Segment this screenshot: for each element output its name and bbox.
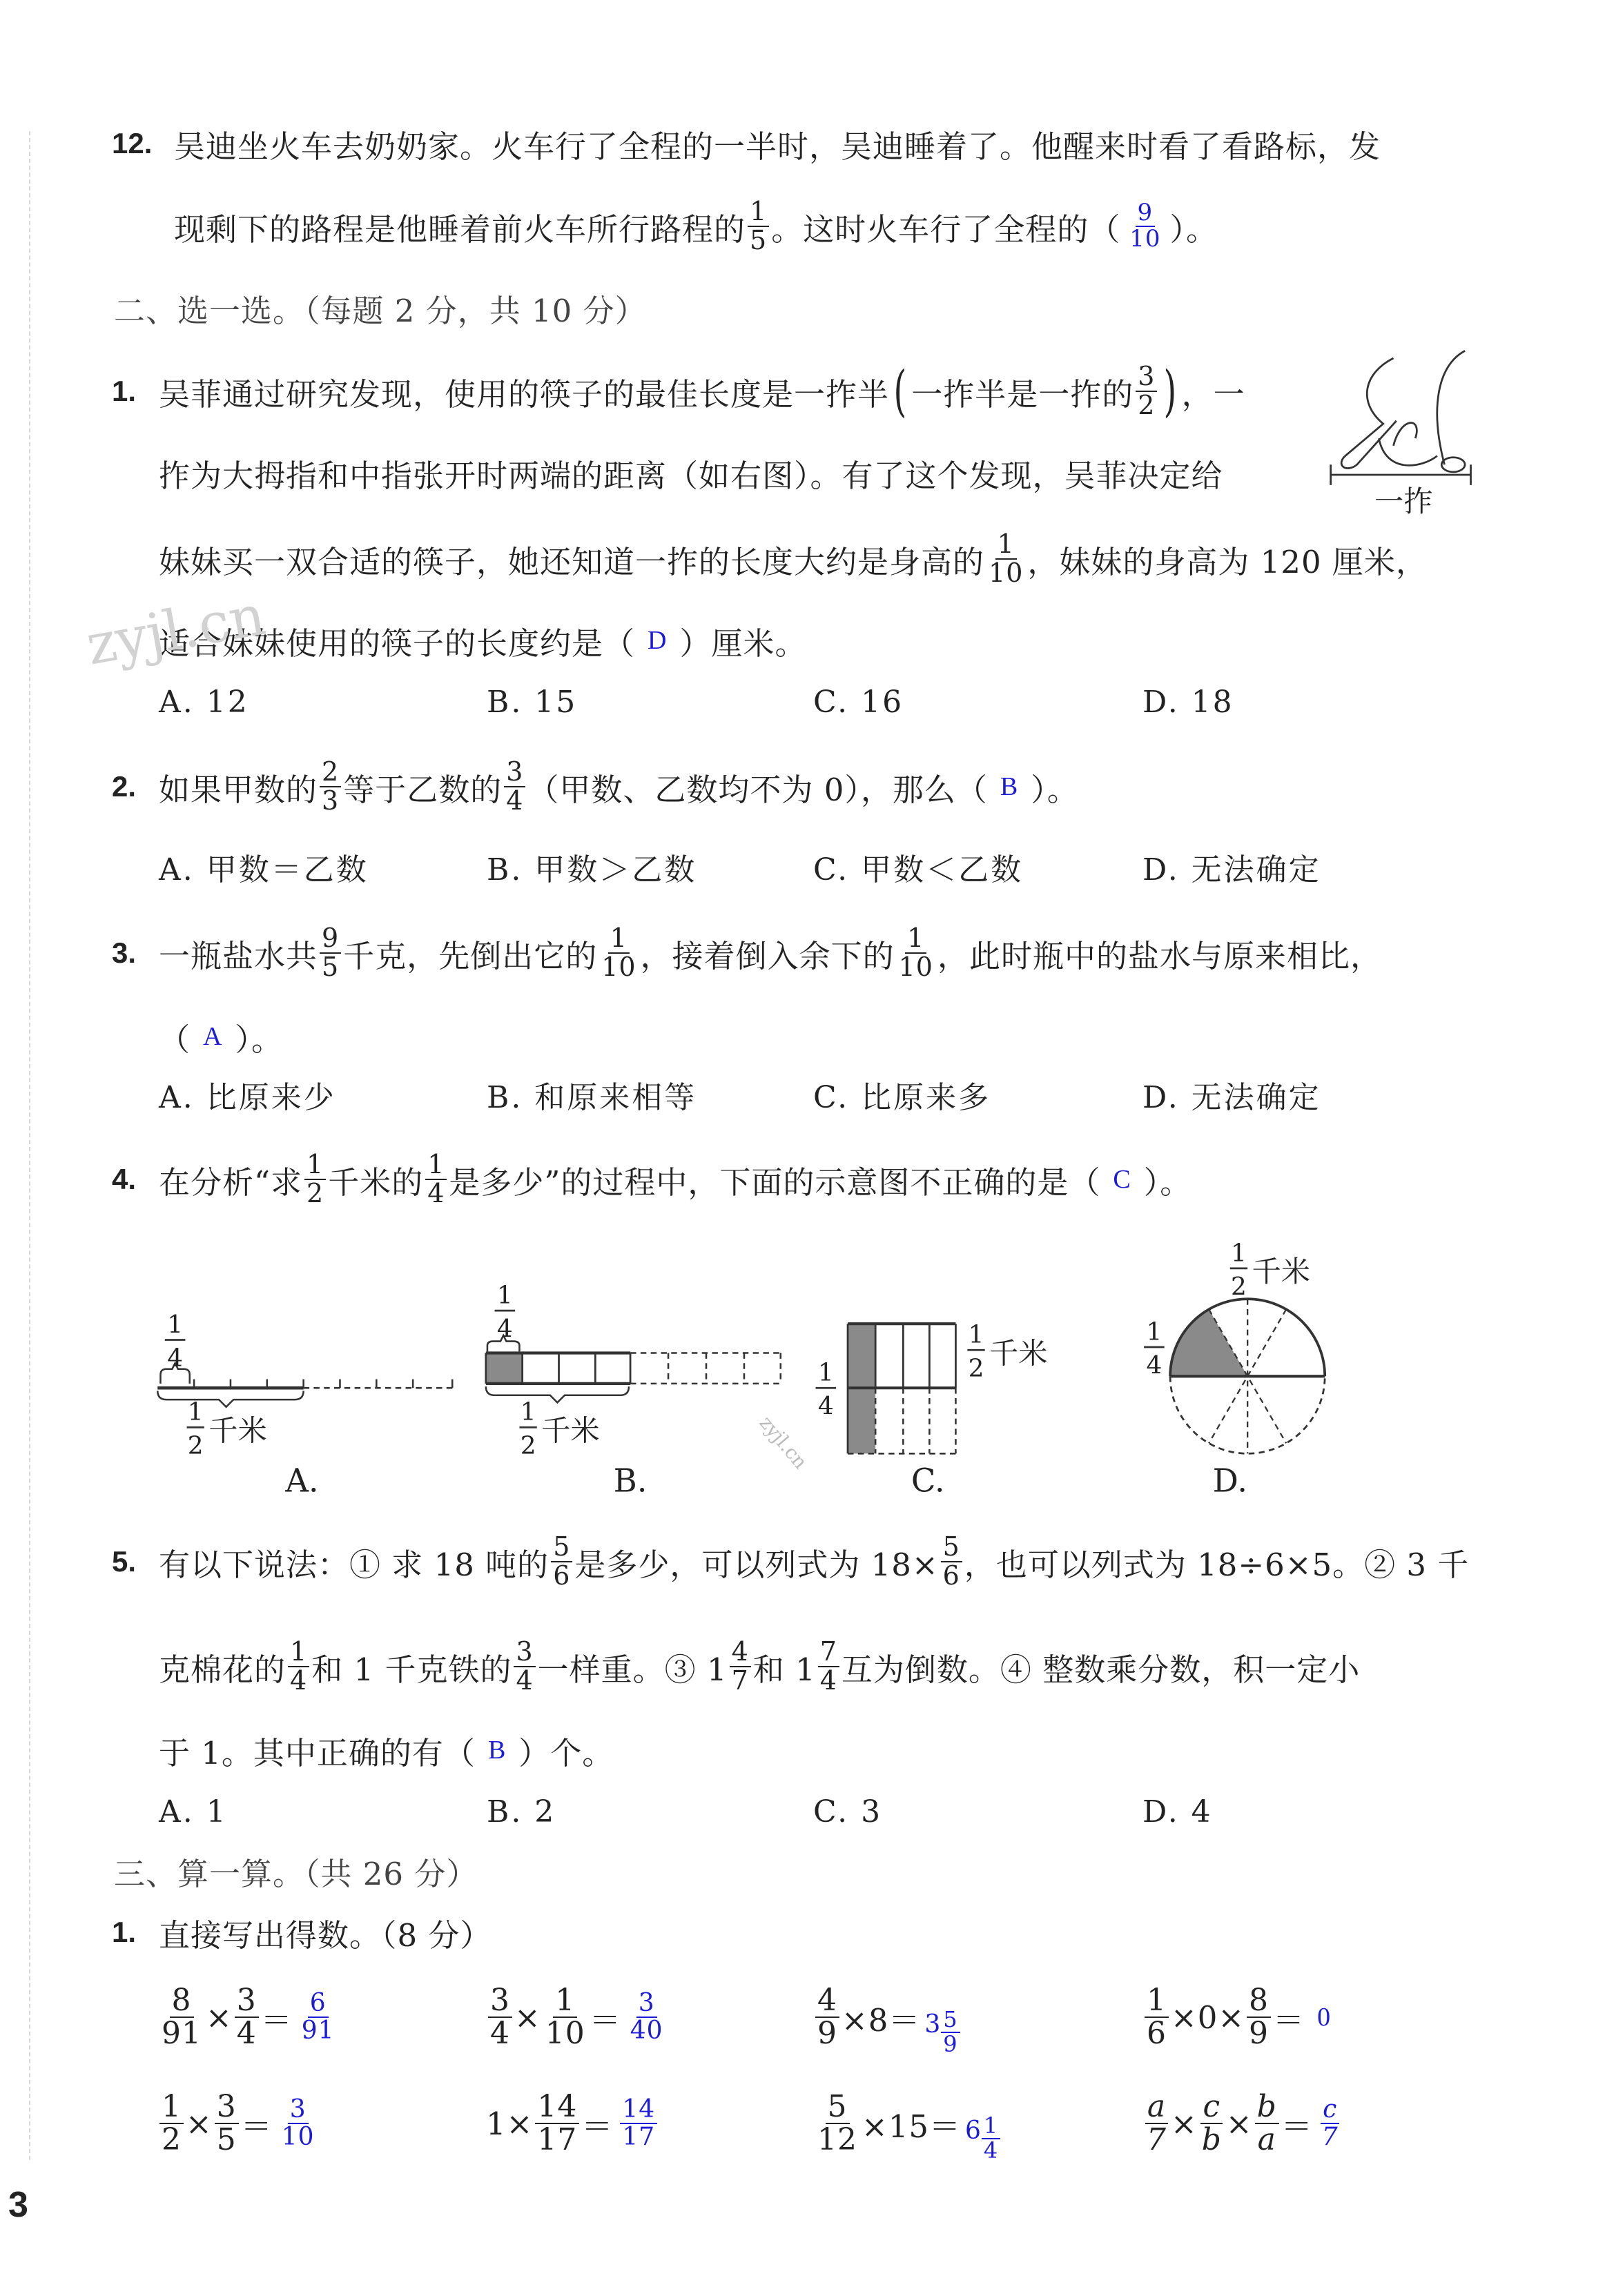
fraction-numerator: c bbox=[1321, 2097, 1339, 2124]
diagram-b bbox=[486, 1335, 781, 1402]
fraction-denominator: 9 bbox=[943, 2031, 958, 2057]
fraction-denominator: 2 bbox=[1231, 1272, 1247, 1301]
fraction-numerator: 1 bbox=[159, 2091, 184, 2124]
fraction-numerator: 1 bbox=[817, 1358, 834, 1387]
question-number: 5. bbox=[112, 1545, 137, 1578]
fraction-denominator: 7 bbox=[1321, 2123, 1339, 2151]
fraction-numerator: 1 bbox=[167, 1310, 184, 1339]
option-d: D. 18 bbox=[1142, 684, 1234, 720]
dashed-part bbox=[630, 1353, 781, 1383]
question-number: 4. bbox=[112, 1163, 137, 1195]
text-segment: 千米的 bbox=[328, 1164, 424, 1201]
text-segment: ）。 bbox=[1143, 1164, 1192, 1201]
fraction-numerator: 3 bbox=[504, 758, 525, 787]
unit-label: 千米 bbox=[1252, 1254, 1311, 1288]
text-segment: 在分析“求 bbox=[159, 1164, 303, 1201]
text-segment: ，也可以列式为 18÷6×5。② 3 千 bbox=[964, 1546, 1470, 1583]
fraction-numerator: 3 bbox=[235, 1985, 259, 2018]
fraction-numerator: 1 bbox=[520, 1397, 536, 1426]
unit-label: 千米 bbox=[208, 1413, 267, 1448]
unit-label: 千米 bbox=[989, 1336, 1048, 1371]
fraction-numerator: b bbox=[1255, 2091, 1279, 2124]
fraction-numerator: 3 bbox=[288, 2097, 309, 2124]
section-3-title: 三、算一算。（共 26 分） bbox=[114, 1855, 478, 1892]
fraction-denominator: 17 bbox=[622, 2123, 656, 2151]
fraction-denominator: 3 bbox=[322, 785, 340, 816]
fraction-numerator: 5 bbox=[551, 1533, 572, 1562]
text-segment: ＝ bbox=[1273, 2001, 1305, 2039]
fraction-numerator: 6 bbox=[308, 1990, 329, 2018]
fraction-numerator: 3 bbox=[1136, 363, 1157, 392]
text-segment: ）厘米。 bbox=[679, 625, 807, 662]
text-segment: 1× bbox=[486, 2105, 534, 2142]
fraction-denominator: 7 bbox=[731, 1665, 749, 1696]
fraction-numerator: 3 bbox=[215, 2091, 239, 2124]
fraction-denominator: 10 bbox=[281, 2123, 315, 2151]
fraction-denominator: 2 bbox=[520, 1431, 536, 1460]
option-c: C. 3 bbox=[813, 1794, 883, 1829]
fraction-numerator: 1 bbox=[187, 1397, 204, 1426]
text-segment: （ bbox=[159, 1021, 191, 1058]
fraction-numerator: 9 bbox=[320, 925, 341, 954]
watermark: zyjl.cn bbox=[81, 582, 270, 678]
thumb-tip bbox=[1441, 458, 1465, 472]
fraction-denominator: 10 bbox=[601, 952, 636, 982]
diagram-c bbox=[848, 1324, 955, 1453]
answer-text: C bbox=[1113, 1165, 1131, 1194]
text-segment: 如果甲数的 bbox=[159, 771, 318, 808]
fraction-denominator: 4 bbox=[167, 1344, 184, 1373]
text-segment: ，此时瓶中的盐水与原来相比， bbox=[937, 937, 1382, 974]
fraction-numerator: 2 bbox=[320, 758, 341, 787]
option-d: D. 4 bbox=[1142, 1794, 1213, 1829]
watermark: zyjl.cn bbox=[755, 1412, 811, 1473]
fraction-denominator: 4 bbox=[496, 1315, 513, 1344]
fraction-numerator: 5 bbox=[941, 1533, 962, 1562]
answer-text: B bbox=[487, 1736, 507, 1765]
calc-title: 直接写出得数。（8 分） bbox=[159, 1916, 492, 1954]
mixed-whole: 6 bbox=[964, 2116, 982, 2145]
fraction-denominator: 5 bbox=[750, 225, 768, 255]
fraction-denominator: 4 bbox=[290, 1665, 308, 1696]
text-segment: × bbox=[206, 1999, 233, 2036]
text-segment: ）。 bbox=[1031, 771, 1079, 808]
section-2-title: 二、选一选。（每题 2 分，共 10 分） bbox=[114, 292, 647, 329]
fraction-denominator: b bbox=[1201, 2122, 1222, 2157]
fraction-denominator: 10 bbox=[545, 2016, 585, 2051]
fraction-denominator: 4 bbox=[817, 1392, 834, 1421]
diagram-label-d: D. bbox=[1212, 1462, 1247, 1500]
fraction-denominator: 91 bbox=[301, 2017, 335, 2045]
text-segment: ，妹妹的身高为 120 厘米， bbox=[1027, 543, 1428, 580]
large-parenthesis: ( bbox=[893, 359, 907, 423]
option-c: C. 16 bbox=[813, 684, 904, 720]
fraction-denominator: 9 bbox=[1249, 2016, 1270, 2051]
fraction-denominator: 7 bbox=[1147, 2122, 1167, 2157]
text-segment: 一拃半是一拃的 bbox=[911, 375, 1134, 413]
question-number: 3. bbox=[112, 936, 137, 969]
fraction-denominator: 5 bbox=[216, 2122, 237, 2157]
option-b: B. 和原来相等 bbox=[487, 1080, 697, 1115]
fraction-denominator: 4 bbox=[506, 785, 524, 816]
fraction-denominator: 4 bbox=[516, 1665, 534, 1696]
text-segment: 是多少，可以列式为 18× bbox=[574, 1546, 939, 1583]
text-segment: 。这时火车行了全程的（ bbox=[771, 210, 1121, 248]
option-c: C. 甲数＜乙数 bbox=[813, 852, 1024, 887]
fraction-numerator: 1 bbox=[553, 1985, 577, 2018]
text-segment: 适合妹妹使用的筷子的长度约是（ bbox=[159, 625, 636, 662]
text-segment: × bbox=[186, 2105, 213, 2142]
fraction-denominator: 2 bbox=[187, 1431, 204, 1460]
text-segment: 妹妹买一双合适的筷子，她还知道一拃的长度大约是身高的 bbox=[159, 543, 985, 580]
text-segment: ＝ bbox=[1281, 2108, 1313, 2145]
text-segment: ＝ bbox=[589, 2001, 621, 2039]
text-segment: ＝ bbox=[581, 2108, 614, 2145]
text-segment: 互为倒数。④ 整数乘分数，积一定小 bbox=[841, 1651, 1361, 1688]
text-segment: 吴迪坐火车去奶奶家。火车行了全程的一半时，吴迪睡着了。他醒来时看了看路标，发 bbox=[174, 128, 1381, 165]
diagram-label-b: B. bbox=[613, 1462, 648, 1500]
text-segment: ＝ bbox=[260, 2001, 293, 2039]
option-b: B. 15 bbox=[487, 684, 578, 720]
fraction-numerator: 1 bbox=[496, 1281, 513, 1310]
text-segment: ）个。 bbox=[518, 1734, 614, 1772]
fraction-numerator: 1 bbox=[1145, 1985, 1169, 2018]
fraction-numerator: 14 bbox=[535, 2091, 579, 2124]
text-segment: 和 1 bbox=[752, 1651, 816, 1688]
fraction-numerator: 1 bbox=[995, 531, 1017, 560]
option-a: A. 1 bbox=[159, 1794, 228, 1829]
fraction-denominator: 9 bbox=[817, 2016, 837, 2051]
text-segment: × bbox=[1171, 2105, 1198, 2142]
fraction-numerator: 9 bbox=[1136, 201, 1156, 227]
fraction-denominator: 4 bbox=[236, 2016, 257, 2051]
brace-half bbox=[157, 1391, 303, 1406]
fraction-numerator: 5 bbox=[826, 2091, 850, 2124]
option-d: D. 无法确定 bbox=[1142, 852, 1321, 887]
fraction-numerator: 4 bbox=[815, 1985, 839, 2018]
fraction-numerator: 8 bbox=[170, 1985, 194, 2018]
fraction-numerator: 3 bbox=[514, 1638, 535, 1667]
fraction-denominator: 2 bbox=[968, 1354, 984, 1383]
question-number: 12. bbox=[112, 127, 153, 159]
option-d: D. 无法确定 bbox=[1142, 1080, 1321, 1115]
text-segment: ，一 bbox=[1181, 375, 1245, 413]
shaded-sector bbox=[1170, 1309, 1247, 1376]
fraction-numerator: 1 bbox=[748, 198, 769, 227]
mixed-whole: 3 bbox=[924, 2010, 942, 2039]
text-segment: 一瓶盐水共 bbox=[159, 937, 318, 974]
text-segment: × bbox=[1225, 2105, 1253, 2142]
text-segment: 千克，先倒出它的 bbox=[343, 937, 598, 974]
fraction-numerator: 5 bbox=[941, 2008, 960, 2033]
hand-span-label: 一拃 bbox=[1374, 484, 1433, 518]
text-segment: × bbox=[514, 1999, 541, 2036]
fraction-denominator: 5 bbox=[322, 952, 340, 982]
question-number: 2. bbox=[112, 770, 137, 803]
answer-text: 0 bbox=[1317, 2003, 1332, 2032]
option-a: A. 比原来少 bbox=[159, 1080, 336, 1115]
text-segment: 和 1 千克铁的 bbox=[311, 1651, 512, 1688]
text-segment: 吴菲通过研究发现，使用的筷子的最佳长度是一拃半 bbox=[159, 375, 890, 413]
text-segment: 有以下说法：① 求 18 吨的 bbox=[159, 1546, 549, 1583]
text-segment: 等于乙数的 bbox=[343, 771, 503, 808]
text-segment: ，接着倒入余下的 bbox=[640, 937, 895, 974]
fraction-denominator: 4 bbox=[819, 1665, 837, 1696]
option-c: C. 比原来多 bbox=[813, 1080, 991, 1115]
fraction-numerator: 1 bbox=[608, 925, 630, 954]
fraction-numerator: 3 bbox=[488, 1985, 512, 2018]
text-segment: ×15＝ bbox=[862, 2108, 961, 2145]
text-segment: 拃为大拇指和中指张开时两端的距离（如右图）。有了这个发现，吴菲决定给 bbox=[159, 457, 1223, 494]
curled-finger bbox=[1394, 423, 1417, 446]
fraction-denominator: 2 bbox=[307, 1178, 324, 1208]
fraction-numerator: 1 bbox=[968, 1320, 984, 1349]
text-segment: ＝ bbox=[240, 2108, 273, 2145]
diagram-label-a: A. bbox=[285, 1462, 319, 1500]
fraction-denominator: 6 bbox=[553, 1560, 571, 1591]
fraction-denominator: 2 bbox=[1138, 390, 1156, 420]
diagram-label-c: C. bbox=[911, 1462, 945, 1500]
unit-label: 千米 bbox=[541, 1413, 600, 1448]
shaded-cell bbox=[486, 1353, 523, 1383]
fraction-denominator: 17 bbox=[537, 2122, 578, 2157]
fraction-denominator: 4 bbox=[1146, 1351, 1163, 1380]
fraction-numerator: 3 bbox=[636, 1990, 657, 2018]
question-number: 1. bbox=[112, 1916, 137, 1948]
fraction-numerator: a bbox=[1145, 2091, 1168, 2124]
option-b: B. 甲数＞乙数 bbox=[487, 852, 697, 887]
text-segment: ）。 bbox=[1169, 210, 1218, 248]
fraction-denominator: 40 bbox=[630, 2017, 663, 2045]
fraction-numerator: 1 bbox=[982, 2115, 1000, 2139]
fraction-numerator: 1 bbox=[1146, 1317, 1163, 1346]
fraction-denominator: 10 bbox=[898, 952, 933, 982]
diagram-d bbox=[1170, 1299, 1325, 1453]
page-number: 3 bbox=[8, 2185, 28, 2225]
option-a: A. 12 bbox=[159, 684, 249, 720]
fraction-denominator: 2 bbox=[162, 2122, 182, 2157]
text-segment: 克棉花的 bbox=[159, 1651, 286, 1688]
fraction-numerator: 8 bbox=[1247, 1985, 1271, 2018]
text-segment: 现剩下的路程是他睡着前火车所行路程的 bbox=[174, 210, 746, 248]
brace-half bbox=[486, 1386, 629, 1402]
text-segment: 是多少”的过程中，下面的示意图不正确的是（ bbox=[449, 1164, 1101, 1201]
palm-outline bbox=[1379, 438, 1437, 465]
fraction-denominator: 10 bbox=[1129, 225, 1161, 253]
large-parenthesis: ) bbox=[1163, 359, 1178, 423]
fraction-numerator: 1 bbox=[288, 1638, 309, 1667]
text-segment: 一样重。③ 1 bbox=[537, 1651, 728, 1688]
fraction-denominator: 6 bbox=[942, 1560, 960, 1591]
text-segment: 于 1。其中正确的有（ bbox=[159, 1734, 476, 1772]
fraction-denominator: 12 bbox=[817, 2122, 857, 2157]
fraction-numerator: 1 bbox=[905, 925, 926, 954]
hand-span-illustration bbox=[1331, 351, 1471, 484]
fraction-numerator: 7 bbox=[818, 1638, 839, 1667]
text-segment: （甲数、乙数均不为 0），那么（ bbox=[527, 771, 988, 808]
fraction-denominator: a bbox=[1257, 2122, 1276, 2157]
fraction-denominator: 10 bbox=[989, 558, 1024, 588]
fraction-denominator: 91 bbox=[162, 2016, 202, 2051]
fraction-numerator: 14 bbox=[620, 2097, 657, 2124]
text-segment: ）。 bbox=[235, 1021, 283, 1058]
fraction-numerator: 4 bbox=[730, 1638, 751, 1667]
fraction-numerator: 1 bbox=[304, 1151, 326, 1180]
option-a: A. 甲数＝乙数 bbox=[159, 852, 369, 887]
fraction-denominator: 4 bbox=[983, 2137, 999, 2163]
finger-outline bbox=[1341, 358, 1397, 469]
fraction-denominator: 4 bbox=[490, 2016, 510, 2051]
text-segment: ×0× bbox=[1171, 1999, 1245, 2036]
option-b: B. 2 bbox=[487, 1794, 556, 1829]
answer-text: D bbox=[648, 626, 668, 655]
question-number: 1. bbox=[112, 375, 137, 407]
fraction-numerator: c bbox=[1200, 2091, 1223, 2124]
fraction-numerator: 1 bbox=[425, 1151, 447, 1180]
answer-text: B bbox=[1000, 772, 1019, 801]
text-segment: ×8＝ bbox=[842, 2001, 921, 2039]
answer-text: A bbox=[203, 1022, 223, 1051]
fraction-denominator: 4 bbox=[427, 1178, 445, 1208]
thumb-outline bbox=[1437, 351, 1465, 464]
fraction-numerator: 1 bbox=[1231, 1239, 1247, 1268]
fraction-denominator: 6 bbox=[1147, 2016, 1167, 2051]
